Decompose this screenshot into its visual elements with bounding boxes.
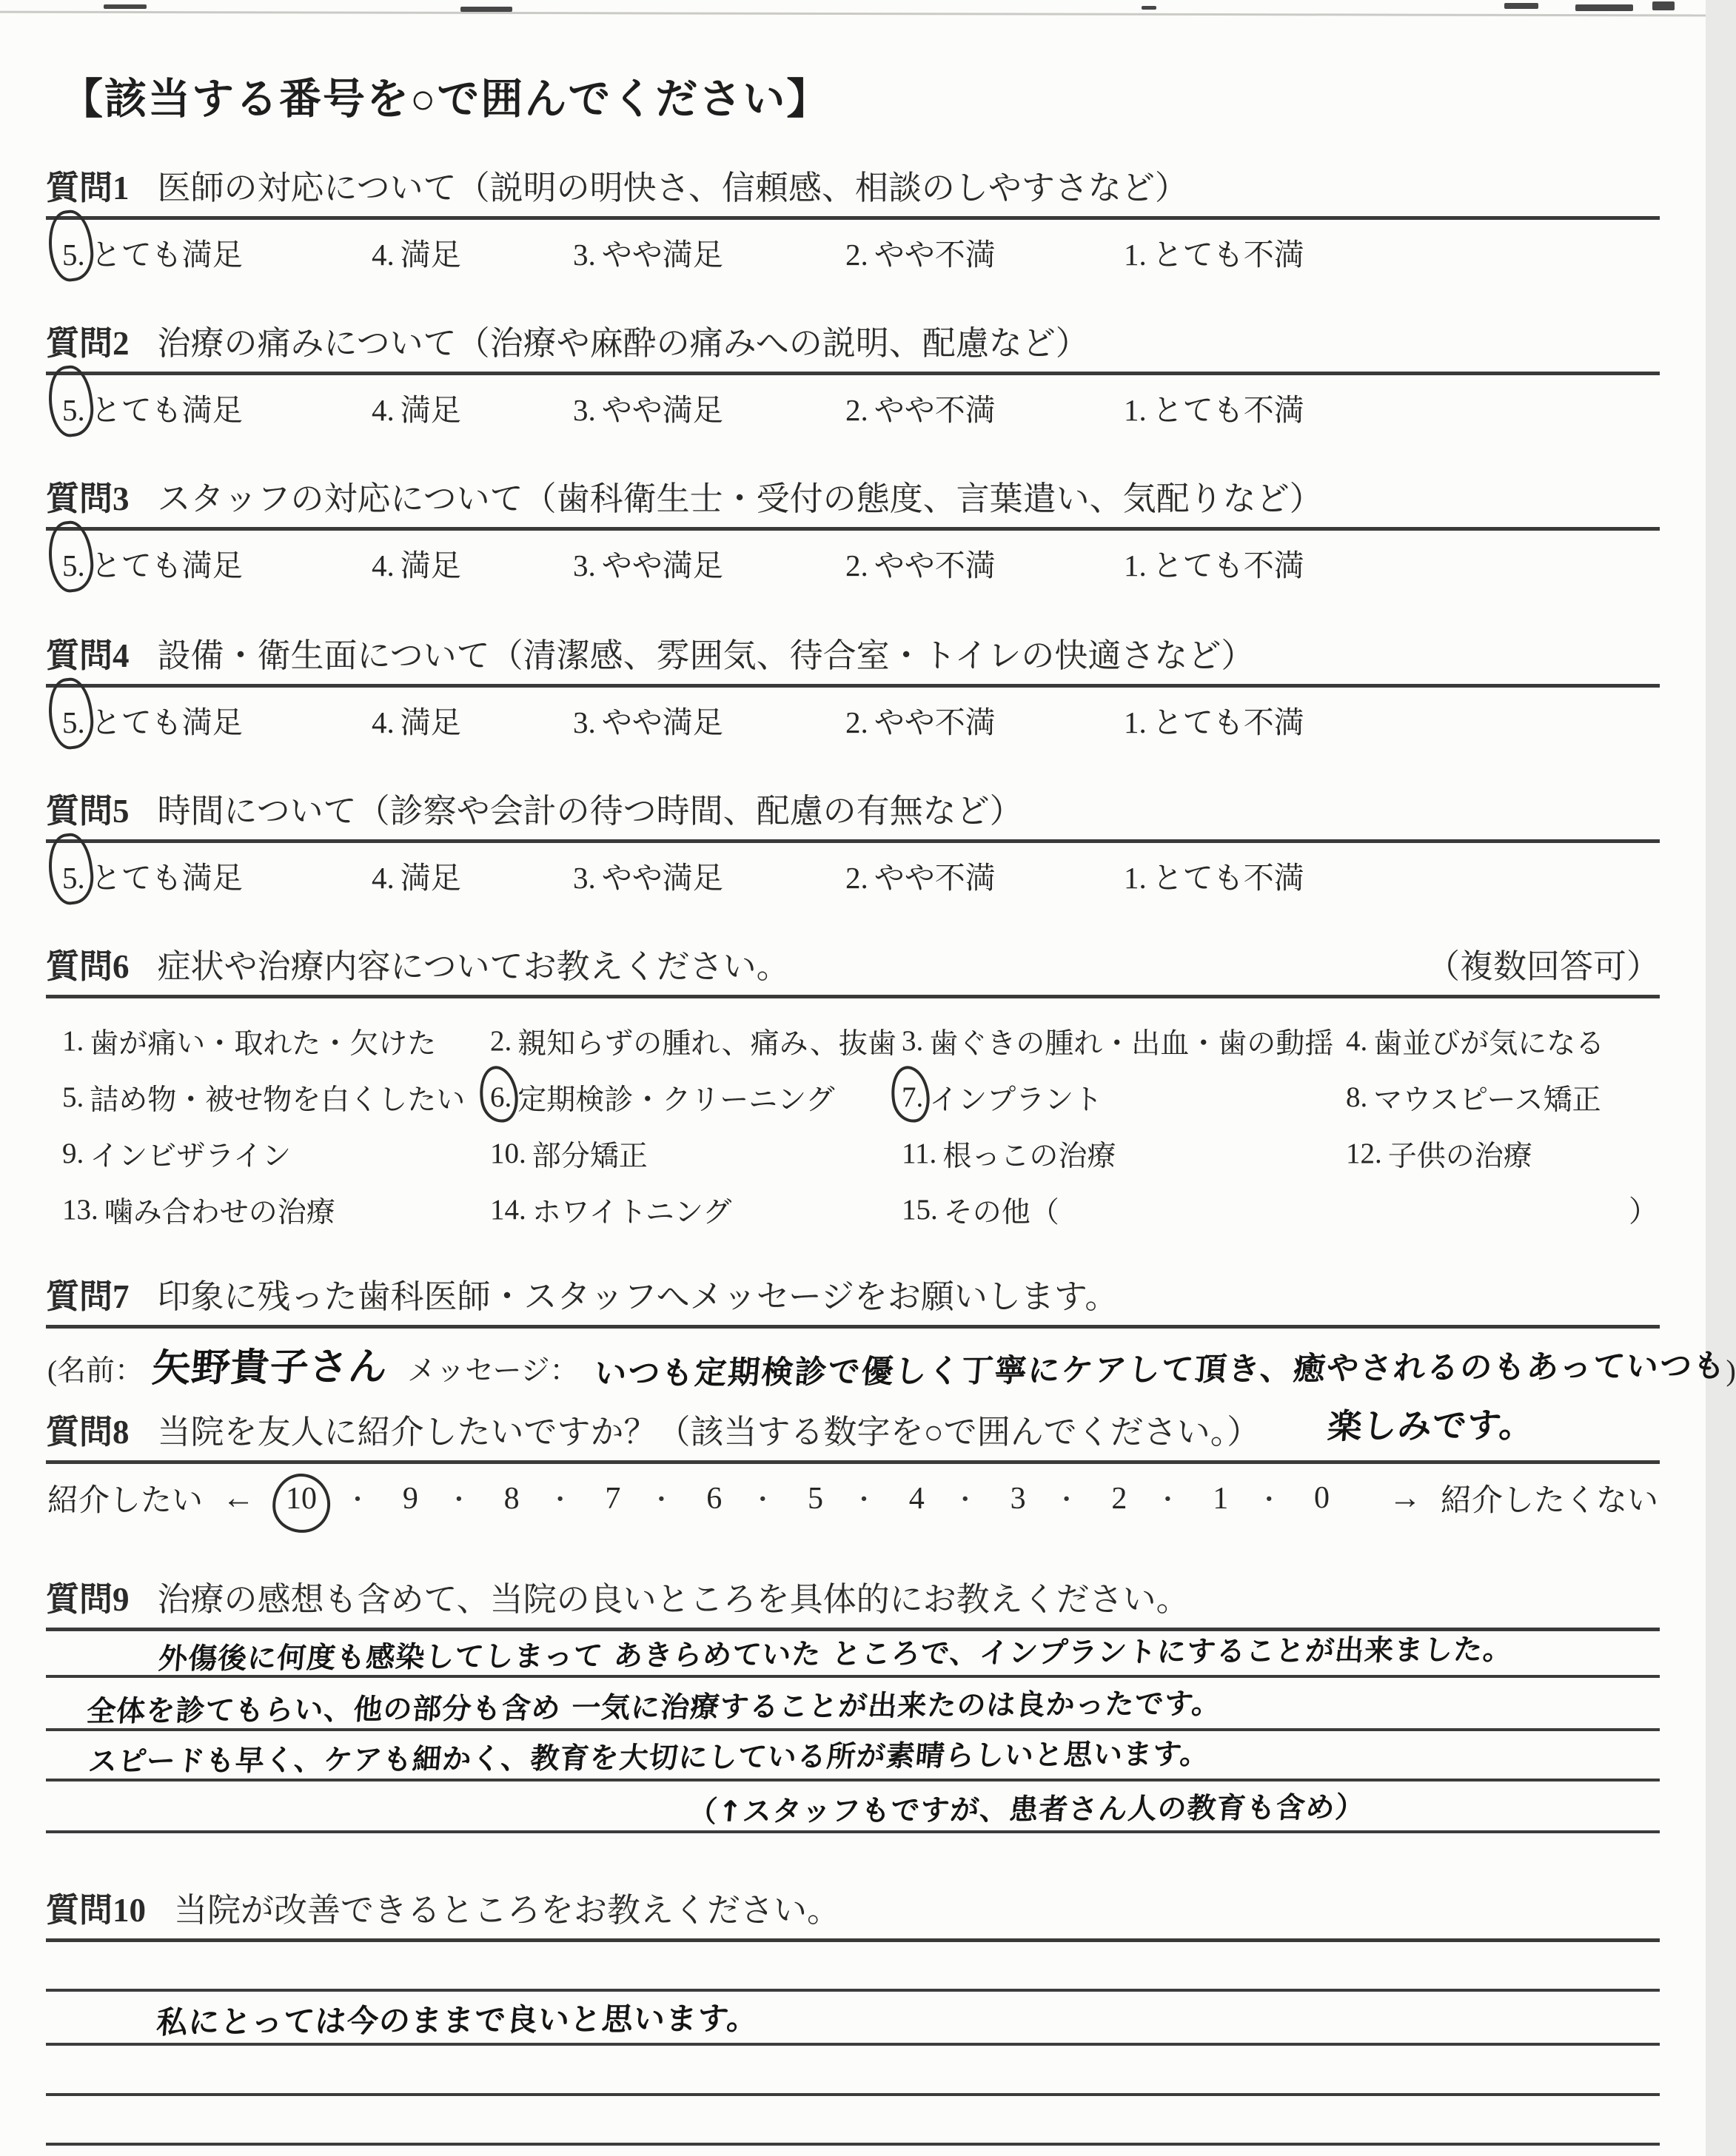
option-number[interactable]: 3. xyxy=(573,392,596,427)
ruled-line-row xyxy=(46,1942,1660,1992)
ruled-line-row xyxy=(46,1781,1660,1833)
option-number[interactable]: 3. xyxy=(573,548,596,582)
option-number[interactable]: 5. xyxy=(62,1081,84,1113)
option-number[interactable]: 2. xyxy=(845,392,868,427)
question-title: 治療の感想も含めて、当院の良いところを具体的にお教えください。 xyxy=(157,1581,1190,1618)
multiple-answers-note: （複数回答可） xyxy=(1426,948,1660,985)
rating-option[interactable] xyxy=(845,698,1124,742)
scale-number[interactable]: 8 xyxy=(503,1481,520,1516)
rating-option[interactable] xyxy=(1124,853,1304,897)
treatment-option[interactable] xyxy=(490,1126,902,1182)
option-label: 噛み合わせの治療 xyxy=(104,1196,335,1229)
question-title: 当院が改善できるところをお教えください。 xyxy=(174,1892,841,1929)
scale-item xyxy=(1314,1480,1358,1516)
question-10-header xyxy=(46,1889,1660,1942)
option-number[interactable]: 4. xyxy=(372,392,395,427)
treatment-option[interactable] xyxy=(902,1126,1346,1182)
option-label: とても満足 xyxy=(90,392,243,427)
option-number[interactable]: 3. xyxy=(902,1025,924,1057)
rating-option[interactable] xyxy=(1124,386,1304,429)
option-number[interactable]: 1. xyxy=(1124,548,1147,582)
treatment-option[interactable] xyxy=(62,1013,490,1069)
option-label: やや満足 xyxy=(601,548,723,582)
question-label: 質問9 xyxy=(46,1581,130,1618)
question-title: 当院を友人に紹介したいですか？（該当する数字を○で囲んでください。） xyxy=(157,1414,1261,1451)
option-number[interactable]: 2. xyxy=(845,237,868,272)
option-number[interactable]: 2. xyxy=(845,860,868,895)
option-number[interactable]: 5. xyxy=(62,860,85,895)
rating-options xyxy=(46,541,1660,585)
option-number[interactable]: 4. xyxy=(372,548,395,582)
question-9 xyxy=(46,1578,1660,1833)
handwritten-answer-line: （↑スタッフもですが、患者さん人の教育も含め） xyxy=(686,1790,1367,1829)
rating-option[interactable] xyxy=(62,541,372,585)
option-number[interactable]: 13. xyxy=(62,1194,98,1226)
option-number[interactable]: 5. xyxy=(62,237,85,272)
option-label: やや不満 xyxy=(874,548,996,582)
rating-option[interactable] xyxy=(1124,541,1304,585)
option-label: マウスピース矯正 xyxy=(1373,1084,1601,1116)
treatment-option[interactable] xyxy=(490,1069,902,1126)
scale-number[interactable]: 10 xyxy=(286,1481,318,1516)
option-label: やや満足 xyxy=(601,705,723,739)
question-1 xyxy=(46,167,1660,274)
rating-option[interactable] xyxy=(573,853,845,897)
rating-options xyxy=(46,230,1660,274)
scale-separator: ・ xyxy=(547,1486,573,1514)
treatment-option[interactable] xyxy=(1346,1013,1660,1069)
rating-option[interactable] xyxy=(573,698,845,742)
rating-options xyxy=(46,698,1660,742)
option-label: 歯ぐきの腫れ・出血・歯の動揺 xyxy=(929,1027,1334,1060)
option-number[interactable]: 4. xyxy=(372,860,395,895)
handwritten-message: いつも定期検診で優しく丁寧にケアして頂き、癒やされるのもあっていつも xyxy=(592,1347,1728,1392)
scale-item xyxy=(403,1480,472,1517)
rating-option[interactable] xyxy=(845,230,1124,274)
question-5-header xyxy=(46,790,1660,843)
rating-option[interactable] xyxy=(845,386,1124,429)
handwritten-answer-line: スピードも早く、ケアも細かく、教育を大切にしている所が素晴らしいと思います。 xyxy=(87,1737,1211,1779)
message-line xyxy=(46,1336,1736,1392)
scale-item xyxy=(909,1480,978,1517)
scale-number[interactable]: 9 xyxy=(402,1481,418,1516)
option-label: とても満足 xyxy=(90,705,243,739)
right-arrow-icon: → xyxy=(1388,1480,1421,1516)
scale-separator: ・ xyxy=(1155,1486,1181,1514)
question-8 xyxy=(46,1411,1660,1520)
rating-options xyxy=(46,853,1660,897)
question-label: 質問4 xyxy=(46,637,130,674)
rating-option[interactable] xyxy=(845,853,1124,897)
option-label: とても不満 xyxy=(1152,705,1304,739)
answer-area xyxy=(46,1631,1660,1833)
option-label: 歯が痛い・取れた・欠けた xyxy=(90,1027,437,1060)
option-number[interactable]: 4. xyxy=(372,705,395,739)
scale-separator: ・ xyxy=(1053,1486,1079,1514)
question-8-header xyxy=(46,1411,1660,1464)
question-6-header xyxy=(46,945,1660,998)
option-label: 部分矯正 xyxy=(532,1140,648,1172)
option-label: 子供の治療 xyxy=(1387,1140,1532,1172)
ruled-line-row xyxy=(46,2096,1660,2146)
option-label: 満足 xyxy=(400,548,461,582)
question-title: 症状や治療内容についてお教えください。 xyxy=(157,948,790,985)
scale-separator: ・ xyxy=(750,1486,776,1514)
scale-number[interactable]: 4 xyxy=(908,1481,925,1516)
question-label: 質問2 xyxy=(46,325,130,362)
treatment-option[interactable] xyxy=(902,1069,1346,1126)
option-label: 満足 xyxy=(400,860,461,895)
rating-option[interactable] xyxy=(372,853,573,897)
option-number[interactable]: 1. xyxy=(1124,392,1147,427)
scale-separator: ・ xyxy=(345,1486,371,1514)
scale-right-label: 紹介したくない xyxy=(1440,1483,1658,1518)
option-number[interactable]: 5. xyxy=(62,548,85,582)
option-number[interactable]: 1. xyxy=(1124,705,1147,739)
option-number[interactable]: 5. xyxy=(62,392,85,427)
scale-item xyxy=(1111,1480,1180,1517)
option-number[interactable]: 4. xyxy=(1346,1025,1368,1057)
option-label: 根っこの治療 xyxy=(942,1140,1116,1172)
ruled-line-row xyxy=(46,2046,1660,2096)
question-title: 医師の対応について（説明の明快さ、信頼感、相談のしやすさなど） xyxy=(157,169,1188,206)
option-label: とても満足 xyxy=(90,548,243,582)
scale-separator: ・ xyxy=(952,1486,978,1514)
question-title: 時間について（診察や会計の待つ時間、配慮の有無など） xyxy=(157,793,1023,830)
scale-left-label: 紹介したい xyxy=(47,1483,204,1518)
question-title: 治療の痛みについて（治療や麻酔の痛みへの説明、配慮など） xyxy=(157,325,1089,362)
option-number[interactable]: 14. xyxy=(490,1194,526,1226)
message-field-label: メッセージ： xyxy=(407,1354,579,1387)
scale-number[interactable]: 3 xyxy=(1010,1481,1026,1516)
scale-item xyxy=(504,1480,573,1517)
option-label: とても不満 xyxy=(1152,237,1304,272)
rating-option[interactable] xyxy=(62,230,372,274)
option-number[interactable]: 2. xyxy=(490,1025,512,1057)
option-label: やや不満 xyxy=(874,705,996,739)
option-label: 満足 xyxy=(400,392,461,427)
scale-item xyxy=(1011,1480,1079,1517)
handwritten-answer-line: 私にとっては今のままで良いと思います。 xyxy=(155,1999,760,2041)
answer-area xyxy=(46,1942,1660,2146)
scale-number[interactable]: 6 xyxy=(706,1481,723,1516)
treatment-option[interactable] xyxy=(902,1182,1346,1238)
option-number[interactable]: 2. xyxy=(845,548,868,582)
name-field-label: (名前： xyxy=(47,1354,144,1387)
treatment-options-grid xyxy=(46,1013,1660,1238)
option-number[interactable]: 4. xyxy=(372,237,395,272)
option-label: 満足 xyxy=(400,705,461,739)
option-number[interactable]: 15. xyxy=(902,1194,938,1226)
option-label: 歯並びが気になる xyxy=(1373,1027,1605,1060)
scale-separator: ・ xyxy=(1256,1486,1282,1514)
question-title: 設備・衛生面について（清潔感、雰囲気、待合室・トイレの快適さなど） xyxy=(157,637,1255,674)
option-number[interactable]: 12. xyxy=(1346,1138,1382,1169)
option-number[interactable]: 6. xyxy=(490,1081,512,1113)
scale-number[interactable]: 2 xyxy=(1111,1481,1127,1516)
form-title: 【該当する番号を○で囲んでください】 xyxy=(61,76,831,123)
option-label: インビザライン xyxy=(90,1140,292,1172)
option-label: やや満足 xyxy=(601,860,723,895)
question-7-header xyxy=(46,1275,1660,1329)
scale-number[interactable]: 7 xyxy=(605,1481,621,1516)
question-2-header xyxy=(46,322,1660,375)
scale-item xyxy=(706,1480,775,1517)
question-title: 印象に残った歯科医師・スタッフへメッセージをお願いします。 xyxy=(157,1278,1119,1315)
left-arrow-icon: ← xyxy=(222,1480,255,1516)
scale-number[interactable]: 1 xyxy=(1213,1481,1229,1516)
question-6 xyxy=(46,945,1660,1238)
rating-option[interactable] xyxy=(62,698,372,742)
question-label: 質問8 xyxy=(46,1414,130,1451)
option-label: 親知らずの腫れ、痛み、抜歯 xyxy=(517,1027,897,1060)
other-close-paren: ） xyxy=(1629,1195,1658,1228)
option-label: やや満足 xyxy=(601,392,723,427)
scale-separator: ・ xyxy=(851,1486,877,1514)
question-label: 質問10 xyxy=(46,1892,147,1929)
question-3 xyxy=(46,477,1660,585)
scale-number[interactable]: 0 xyxy=(1313,1480,1330,1515)
handwritten-answer-line: 外傷後に何度も感染してしまって あきらめていた ところで、インプラントにすることが出来ました。 xyxy=(157,1633,1515,1676)
question-label: 質問6 xyxy=(46,948,130,985)
question-5 xyxy=(46,790,1660,897)
scale-number[interactable]: 5 xyxy=(808,1481,823,1516)
question-label: 質問7 xyxy=(46,1278,130,1315)
option-label: とても不満 xyxy=(1152,860,1304,895)
scale-numbers xyxy=(274,1480,1370,1517)
option-label: やや不満 xyxy=(874,860,996,895)
ruled-line-row xyxy=(46,1992,1660,2046)
option-number[interactable]: 2. xyxy=(845,705,868,739)
option-number[interactable]: 1. xyxy=(1124,237,1147,272)
rating-option[interactable] xyxy=(573,230,845,274)
option-label: とても不満 xyxy=(1152,548,1304,582)
scale-item xyxy=(1213,1480,1281,1517)
question-1-header xyxy=(46,167,1660,220)
closing-paren: ) xyxy=(1726,1353,1736,1387)
ruled-line-row xyxy=(46,1678,1660,1731)
option-label: インプラント xyxy=(929,1084,1103,1116)
option-number[interactable]: 1. xyxy=(1124,860,1147,895)
question-title: スタッフの対応について（歯科衛生士・受付の態度、言葉遣い、気配りなど） xyxy=(157,480,1323,517)
scale-item xyxy=(808,1480,877,1517)
handwritten-message-continued: 楽しみです。 xyxy=(1326,1404,1536,1446)
option-label: 定期検診・クリーニング xyxy=(517,1084,835,1116)
question-4-header xyxy=(46,634,1660,688)
treatment-option[interactable] xyxy=(62,1069,490,1126)
rating-option[interactable] xyxy=(1124,698,1304,742)
question-label: 質問1 xyxy=(46,169,130,206)
treatment-option[interactable] xyxy=(62,1182,490,1238)
question-10 xyxy=(46,1889,1660,2146)
option-number[interactable]: 3. xyxy=(573,860,596,895)
scale-separator: ・ xyxy=(446,1486,472,1514)
question-3-header xyxy=(46,477,1660,531)
handwritten-answer-line: 全体を診てもらい、他の部分も含め 一気に治療することが出来たのは良かったです。 xyxy=(85,1687,1223,1728)
rating-option[interactable] xyxy=(372,386,573,429)
option-number[interactable]: 3. xyxy=(573,705,596,739)
handwritten-name: 矢野貴子さん xyxy=(150,1344,390,1391)
ruled-line-row xyxy=(46,1631,1660,1678)
option-label: やや不満 xyxy=(874,237,996,272)
rating-option[interactable] xyxy=(372,541,573,585)
option-number[interactable]: 11. xyxy=(902,1138,937,1169)
question-label: 質問3 xyxy=(46,480,130,517)
option-label: とても満足 xyxy=(90,860,243,895)
option-number[interactable]: 5. xyxy=(62,705,85,739)
option-label: とても満足 xyxy=(90,237,243,272)
option-number[interactable]: 1. xyxy=(62,1025,84,1057)
treatment-option[interactable] xyxy=(490,1182,902,1238)
option-number[interactable]: 7. xyxy=(902,1081,924,1113)
rating-option[interactable] xyxy=(372,698,573,742)
question-2 xyxy=(46,322,1660,429)
rating-option[interactable] xyxy=(573,541,845,585)
scale-item xyxy=(605,1480,674,1517)
scale-separator: ・ xyxy=(649,1486,674,1514)
option-label: ホワイトニング xyxy=(532,1196,732,1229)
treatment-option[interactable] xyxy=(490,1013,902,1069)
option-number[interactable]: 9. xyxy=(62,1138,84,1169)
option-label: その他（ xyxy=(943,1196,1059,1229)
question-4 xyxy=(46,634,1660,742)
option-number[interactable]: 3. xyxy=(573,237,596,272)
rating-option[interactable] xyxy=(372,230,573,274)
option-number[interactable]: 10. xyxy=(490,1138,526,1169)
rating-options xyxy=(46,386,1660,429)
scale-item xyxy=(286,1480,370,1517)
option-label: 満足 xyxy=(400,237,461,272)
rating-option[interactable] xyxy=(62,386,372,429)
option-number[interactable]: 8. xyxy=(1346,1081,1368,1113)
treatment-option[interactable] xyxy=(1346,1126,1660,1182)
rating-option[interactable] xyxy=(845,541,1124,585)
rating-option[interactable] xyxy=(573,386,845,429)
treatment-option[interactable] xyxy=(902,1013,1346,1069)
recommendation-scale xyxy=(46,1476,1660,1520)
treatment-option[interactable] xyxy=(1346,1069,1660,1126)
question-9-header xyxy=(46,1578,1660,1631)
option-label: とても不満 xyxy=(1152,392,1304,427)
treatment-option[interactable] xyxy=(62,1126,490,1182)
option-label: やや不満 xyxy=(874,392,996,427)
option-label: 詰め物・被せ物を白くしたい xyxy=(90,1084,466,1116)
question-label: 質問5 xyxy=(46,793,130,830)
ruled-line-row xyxy=(46,1731,1660,1781)
rating-option[interactable] xyxy=(1124,230,1304,274)
option-label: やや満足 xyxy=(601,237,723,272)
rating-option[interactable] xyxy=(62,853,372,897)
